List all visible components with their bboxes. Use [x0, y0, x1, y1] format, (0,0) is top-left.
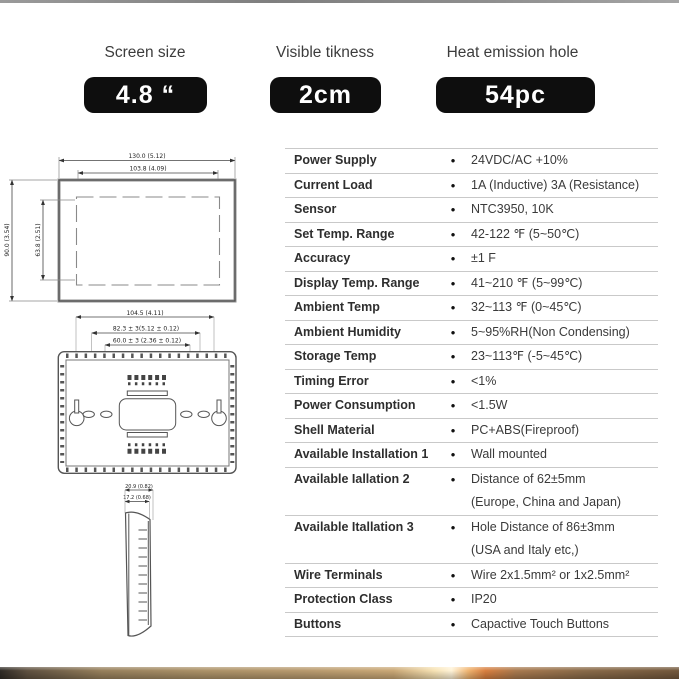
- spec-row: [285, 321, 658, 346]
- dimension-label: 17.2 (0.68): [123, 495, 151, 501]
- spec-label: Power Supply: [294, 153, 377, 167]
- spec-value-line2: (Europe, China and Japan): [471, 495, 622, 509]
- spec-value: [471, 394, 658, 418]
- spec-table: [285, 148, 658, 637]
- screen-size-label: Screen size: [104, 44, 186, 61]
- spec-label: Ambient Humidity: [294, 324, 401, 339]
- spec-label: Accuracy: [294, 251, 351, 265]
- dimension-label: 82.3 ± 3(5.12 ± 0.12): [112, 325, 180, 333]
- spec-value-line1: Distance of 62±5mm: [471, 471, 586, 486]
- spec-label: Available Iallation 2: [294, 471, 410, 486]
- bullet-icon: •: [450, 300, 456, 315]
- dimension-label: 63.8 (2.51): [35, 223, 42, 257]
- spec-value-line1: 42-122 ℉ (5~50℃): [471, 226, 580, 241]
- spec-value: [471, 174, 658, 198]
- spec-row: [285, 370, 658, 395]
- spec-value-line1: IP20: [471, 592, 497, 606]
- bullet-icon: •: [450, 251, 456, 266]
- dimension-label: 60.0 ± 3 (2.36 ± 0.12): [112, 337, 182, 345]
- photo-strip: [0, 667, 679, 679]
- spec-row: [285, 394, 658, 419]
- bullet-icon: •: [450, 616, 456, 632]
- bullet-icon: •: [450, 275, 456, 291]
- spec-value: [471, 564, 658, 588]
- spec-value: [471, 272, 658, 296]
- spec-value: [471, 588, 658, 612]
- spec-value-line1: 5~95%RH(Non Condensing): [471, 324, 630, 339]
- spec-row: [285, 443, 658, 468]
- spec-value-line1: 23~113℉ (-5~45℃): [471, 349, 583, 363]
- bullet-icon: •: [450, 177, 456, 193]
- heat-hole-badge: 54pc: [436, 77, 595, 113]
- spec-value-line2: (USA and Italy etc,): [471, 543, 579, 557]
- spec-row: [285, 174, 658, 199]
- spec-value-line1: Wire 2x1.5mm² or 1x2.5mm²: [471, 567, 630, 582]
- spec-value: [471, 296, 658, 320]
- spec-label: Available Itallation 3: [294, 519, 414, 534]
- visible-thickness-label: Visible tikness: [276, 44, 374, 61]
- back-view-drawing: [0, 305, 260, 485]
- side-view-drawing: [90, 483, 180, 648]
- spec-value-line1: <1.5W: [471, 398, 508, 412]
- spec-label: Sensor: [294, 202, 337, 216]
- visible-thickness-badge: 2cm: [270, 77, 381, 113]
- spec-row: [285, 564, 658, 589]
- spec-value-line1: 32~113 ℉ (0~45℃): [471, 300, 582, 314]
- spec-value-line1: 24VDC/AC +10%: [471, 153, 568, 167]
- spec-value: [471, 370, 658, 394]
- spec-row: [285, 345, 658, 370]
- back-outer-shell: [58, 352, 236, 474]
- spec-value: [471, 149, 658, 173]
- spec-label: Wire Terminals: [294, 567, 383, 582]
- spec-row: [285, 149, 658, 174]
- top-border: [0, 0, 679, 3]
- bullet-icon: •: [450, 324, 456, 340]
- spec-row: [285, 419, 658, 444]
- bullet-icon: •: [450, 153, 456, 168]
- bullet-icon: •: [450, 567, 456, 583]
- spec-label: Protection Class: [294, 592, 393, 606]
- spec-value-line1: Wall mounted: [471, 447, 547, 461]
- spec-row: [285, 613, 658, 638]
- bullet-icon: •: [450, 226, 456, 242]
- spec-value: [471, 613, 658, 637]
- spec-value: [471, 468, 658, 515]
- bullet-icon: •: [450, 447, 456, 462]
- spec-value: [471, 198, 658, 222]
- spec-label: Power Consumption: [294, 398, 416, 412]
- bullet-icon: •: [450, 592, 456, 607]
- spec-value: [471, 321, 658, 345]
- spec-value: [471, 345, 658, 369]
- spec-row: [285, 296, 658, 321]
- dimension-label: 130.0 (5.12): [128, 153, 166, 160]
- spec-label: Storage Temp: [294, 349, 377, 363]
- spec-value-line1: ±1 F: [471, 251, 496, 265]
- spec-label: Shell Material: [294, 422, 375, 437]
- bullet-icon: •: [450, 349, 456, 364]
- bullet-icon: •: [450, 398, 456, 413]
- spec-row: [285, 247, 658, 272]
- spec-row: [285, 223, 658, 248]
- spec-value-line1: Hole Distance of 86±3mm: [471, 519, 615, 534]
- spec-value-line1: NTC3950, 10K: [471, 202, 554, 216]
- spec-row: [285, 272, 658, 297]
- front-outer-frame: [59, 180, 235, 301]
- spec-row: [285, 588, 658, 613]
- spec-label: Ambient Temp: [294, 300, 380, 314]
- spec-row: [285, 198, 658, 223]
- spec-label: Available Installation 1: [294, 447, 429, 461]
- spec-value: [471, 516, 658, 563]
- spec-label: Set Temp. Range: [294, 226, 395, 241]
- bullet-icon: •: [450, 519, 456, 535]
- bullet-icon: •: [450, 202, 456, 217]
- spec-value-line1: <1%: [471, 373, 497, 388]
- front-view-drawing: [0, 145, 250, 310]
- spec-value: [471, 419, 658, 443]
- dimension-label: 104.5 (4.11): [126, 310, 164, 317]
- heat-hole-label: Heat emission hole: [446, 44, 579, 61]
- spec-value: [471, 223, 658, 247]
- dimension-label: 103.8 (4.09): [129, 165, 167, 173]
- spec-value-line1: 1A (Inductive) 3A (Resistance): [471, 177, 640, 192]
- spec-value-line1: PC+ABS(Fireproof): [471, 422, 580, 437]
- spec-row: [285, 516, 658, 564]
- bullet-icon: •: [450, 471, 456, 487]
- spec-label: Display Temp. Range: [294, 275, 420, 290]
- dimension-label: 90.0 (3.54): [4, 223, 11, 257]
- bullet-icon: •: [450, 373, 456, 389]
- spec-label: Current Load: [294, 177, 373, 192]
- spec-label: Timing Error: [294, 373, 369, 388]
- spec-value-line1: Capactive Touch Buttons: [471, 616, 610, 631]
- dimension-label: 20.9 (0.82): [125, 484, 153, 490]
- screen-size-badge: 4.8 “: [84, 77, 207, 113]
- spec-value-line1: 41~210 ℉ (5~99℃): [471, 275, 583, 290]
- spec-value: [471, 443, 658, 467]
- spec-value: [471, 247, 658, 271]
- spec-row: [285, 468, 658, 516]
- bullet-icon: •: [450, 422, 456, 438]
- spec-label: Buttons: [294, 616, 342, 631]
- side-profile-outline: [126, 512, 152, 636]
